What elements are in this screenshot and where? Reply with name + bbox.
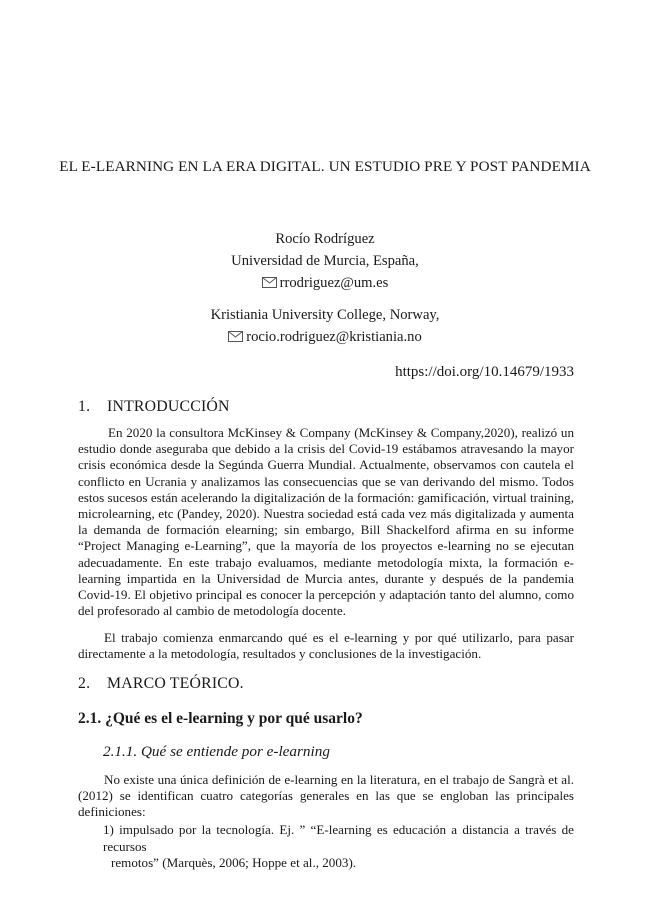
author-email-row-1: [0, 272, 650, 294]
section-title: INTRODUCCIÓN: [107, 398, 230, 415]
author-affiliation-2: Kristiania University College, Norway,: [210, 307, 440, 323]
author-email-row-2: [0, 326, 650, 348]
section-heading-marco-teorico: [78, 675, 244, 693]
envelope-icon: [262, 277, 277, 288]
author-name: Rocío Rodríguez: [275, 231, 375, 247]
author-email-2[interactable]: rocio.rodriguez@kristiania.no: [246, 329, 422, 345]
paragraph-definition: No existe una única definición de e-learning en la literatura, en el trabajo de Sangrà et al. (2012) se identifican cuatro categorías generales en las que se engloban las principales definiciones:: [78, 772, 574, 820]
definition-list: [103, 822, 574, 872]
subsection-heading-2-1: 2.1. ¿Qué es el e-learning y por qué usarlo?: [78, 710, 363, 727]
section-number: 2.: [78, 675, 91, 692]
list-item-continuation: remotos” (Marquès, 2006; Hoppe et al., 2003).: [111, 855, 357, 870]
section-title: MARCO TEÓRICO.: [107, 675, 244, 692]
envelope-icon: [228, 331, 243, 342]
list-item: 1) impulsado por la tecnología. Ej. ” “E-learning es educación a distancia a través de recursos: [103, 822, 574, 854]
paragraph-intro-1: En 2020 la consultora McKinsey & Company (McKinsey & Company,2020), realizó un estudio donde aseguraba que debido a la crisis del Covid-19 estábamos atravesando la mayor crisis económica desde la Segúnda Guerra Mundial. Actualmente, observamos con cautela el conflicto en Ucrania y analizamos las consecuencias que se van derivando del mismo. Todos estos sucesos están acelerando la digitalización de la formación: gamificación, virtual training, microlearning, etc (Pandey, 2020). Nuestra sociedad está cada vez más digitalizada y aumenta la demanda de formación elearning; sin embargo, Bill Shackelford afirma en su informe “Project Managing e-Learning”, que la mayoría de los proyectos e-learning no se ejecutan adecuadamente. En este trabajo evaluamos, mediante metodología mixta, la formación e-learning impartida en la Universidad de Murcia antes, durante y después de la pandemia Covid-19. El objetivo principal es conocer la percepción y adaptación tanto del alumno, como del profesorado al cambio de metodología docente.: [78, 425, 574, 619]
author-block: [0, 228, 650, 348]
subsubsection-heading-2-1-1: 2.1.1. Qué se entiende por e-learning: [103, 743, 330, 760]
doi-link[interactable]: https://doi.org/10.14679/1933: [395, 364, 574, 380]
paper-title: EL E-LEARNING EN LA ERA DIGITAL. UN ESTUDIO PRE Y POST PANDEMIA: [59, 158, 591, 175]
paragraph-intro-2: El trabajo comienza enmarcando qué es el e-learning y por qué utilizarlo, para pasar directamente a la metodología, resultados y conclusiones de la investigación.: [78, 630, 574, 662]
section-heading-introduccion: [78, 398, 230, 416]
author-email-1[interactable]: rrodriguez@um.es: [279, 275, 389, 291]
section-number: 1.: [78, 398, 91, 415]
author-affiliation-1: Universidad de Murcia, España,: [231, 253, 419, 269]
